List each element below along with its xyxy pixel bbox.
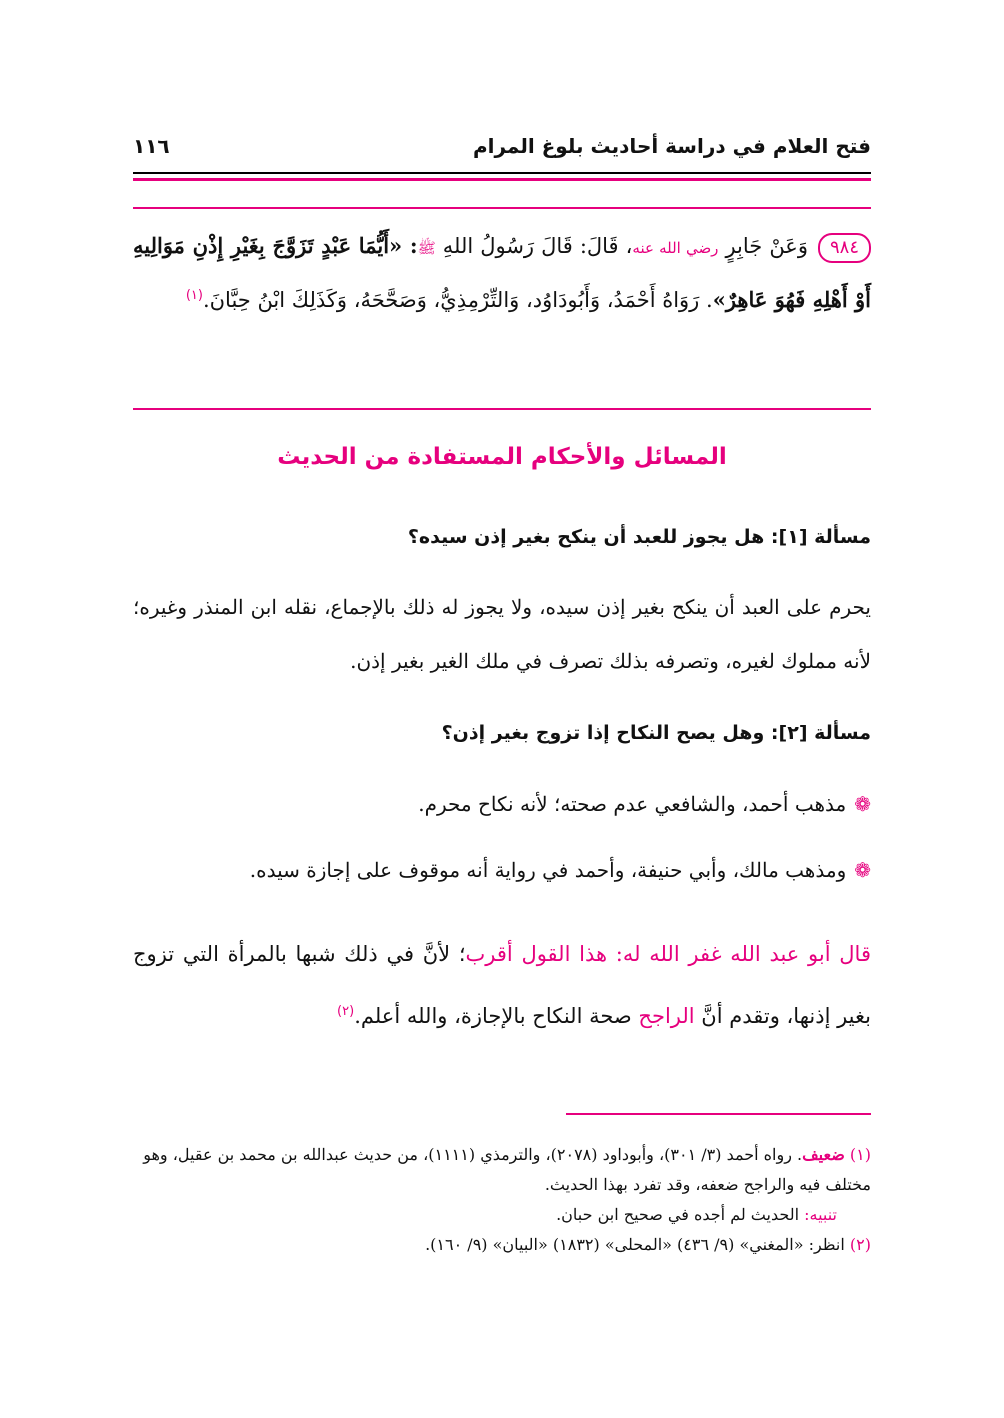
hadith-number-badge: ٩٨٤ — [818, 233, 871, 263]
question-1-text: هل يجوز للعبد أن ينكح بغير إذن سيده؟ — [407, 526, 765, 548]
footnote-note — [133, 1200, 871, 1230]
author-opinion — [133, 925, 871, 1045]
hadith-takhrij: . رَوَاهُ أَحْمَدُ، وَأَبُودَاوُد، وَالتِّرْمِذِيُّ، وَصَحَّحَهُ، وَكَذَلِكَ ابْنُ حِبَّانَ. — [202, 288, 713, 312]
opinion-highlight: قال أبو عبد الله غفر الله له: هذا القول أقرب — [465, 942, 871, 966]
footnote-1-text: . رواه أحمد (٣/ ٣٠١)، وأبوداود (٢٠٧٨)، والترمذي (١١١١)، من حديث عبدالله بن محمد بن عقيل، وهو مختلف فيه والراجح ضعفه، وقد تفرد بهذا الحديث. — [143, 1145, 871, 1194]
hadith-intro: وَعَنْ جَابِرٍ — [718, 234, 808, 258]
header-rule-black — [133, 172, 871, 174]
question-2-label: مسألة [٢]: — [770, 722, 871, 744]
question-2-text: وهل يصح النكاح إذا تزوج بغير إذن؟ — [441, 722, 765, 744]
header-rule-pink — [133, 178, 871, 181]
hadith-said: ، قَالَ: قَالَ رَسُولُ اللهِ — [435, 234, 633, 258]
salla-glyph: ﷺ — [417, 239, 436, 257]
answer-1: يحرم على العبد أن ينكح بغير إذن سيده، ولا يجوز له ذلك بالإجماع، نقله ابن المنذر وغيره؛ لأنه مملوك لغيره، وتصرفه بذلك تصرف في ملك الغير بغير إذن. — [133, 595, 871, 673]
page-number: ١١٦ — [133, 134, 170, 158]
footnote-1-number: (١) — [849, 1145, 871, 1164]
footnote-1 — [133, 1140, 871, 1200]
radiya-glyph: رضي الله عنه — [632, 239, 719, 257]
rajih-term: الراجح — [638, 1004, 695, 1028]
bullet-1 — [133, 792, 871, 816]
footnote-2-text: انظر: «المغني» (٩/ ٤٣٦) «المحلى» (١٨٣٢) «البيان» (٩/ ١٦٠). — [425, 1235, 850, 1254]
hadith-top-rule — [133, 207, 871, 209]
hadith-text — [133, 222, 871, 324]
running-header — [133, 128, 871, 164]
flower-bullet-icon: ❁ — [854, 858, 871, 882]
opinion-text-2: صحة النكاح بالإجازة، والله أعلم. — [354, 1004, 639, 1028]
footnotes — [133, 1140, 871, 1260]
note-label: تنبيه: — [804, 1205, 837, 1224]
opinion-text-1: ؛ لأنَّ في ذلك شبها بالمرأة التي تزوج بغير إذنها، وتقدم أنَّ — [133, 942, 871, 1028]
book-title: فتح العلام في دراسة أحاديث بلوغ المرام — [472, 134, 871, 158]
question-1 — [133, 526, 871, 548]
bullet-2-text: ومذهب مالك، وأبي حنيفة، وأحمد في رواية أنه موقوف على إجازة سيده. — [249, 858, 847, 882]
bullet-2 — [133, 858, 871, 882]
footnote-2 — [133, 1230, 871, 1260]
note-text: الحديث لم أجده في صحيح ابن حبان. — [556, 1205, 805, 1224]
bullet-1-text: مذهب أحمد، والشافعي عدم صحته؛ لأنه نكاح محرم. — [418, 792, 847, 816]
question-2 — [133, 722, 871, 744]
section-title: المسائل والأحكام المستفادة من الحديث — [277, 444, 727, 470]
hadith-bottom-rule — [133, 408, 871, 410]
hadith-matn: : «أَيُّمَا عَبْدٍ تَزَوَّجَ بِغَيْرِ إِذْنِ مَوَالِيهِ أَوْ أَهْلِهِ فَهُوَ عَاهِرٌ» — [133, 233, 871, 312]
footnote-2-number: (٢) — [849, 1235, 871, 1254]
footnote-ref-2[interactable]: (٢) — [337, 1004, 355, 1019]
footnote-ref-1[interactable]: (١) — [185, 288, 203, 303]
flower-bullet-icon: ❁ — [854, 792, 871, 816]
question-1-label: مسألة [١]: — [770, 526, 871, 548]
footnote-1-grade: ضعيف — [802, 1145, 845, 1164]
footnote-separator — [566, 1113, 871, 1115]
